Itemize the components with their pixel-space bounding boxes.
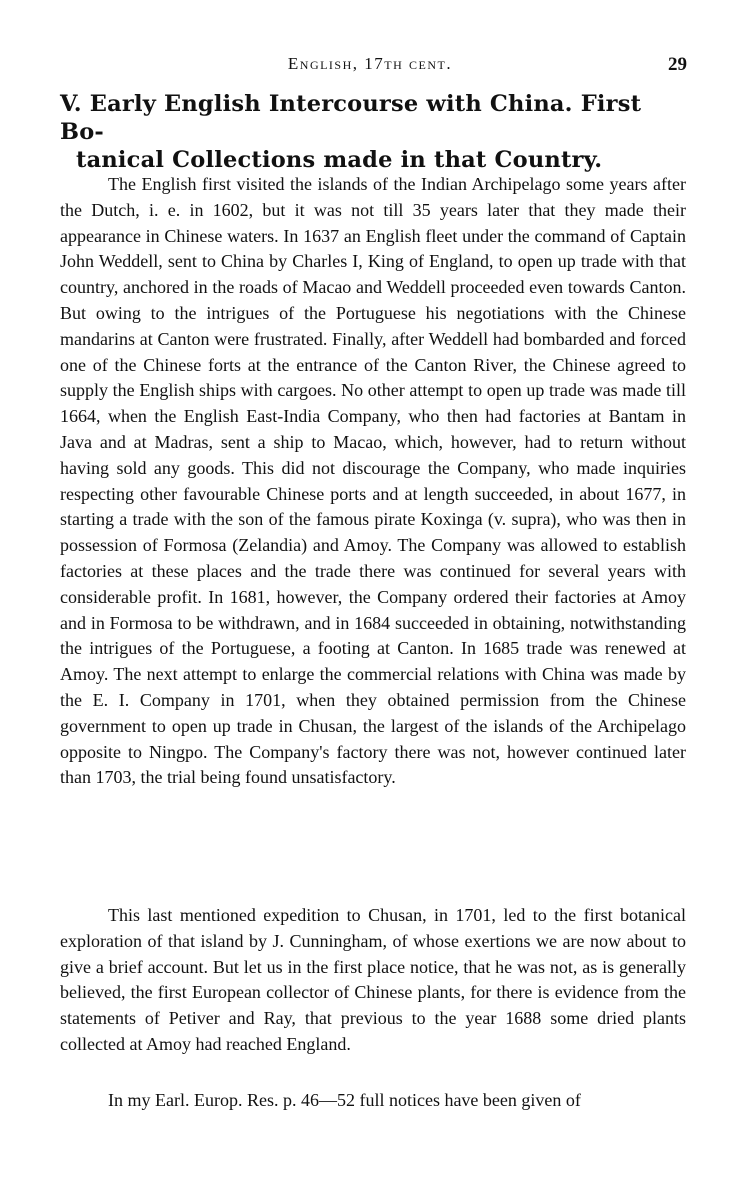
running-title: English, 17th cent. — [287, 54, 453, 73]
page-number: 29 — [668, 54, 687, 75]
section-heading-line-1: V. Early English Intercourse with China. First Bo- — [60, 91, 642, 145]
paragraph-chusan-expedition: This last mentioned expedition to Chusan, in 1701, led to the first botanical exploration of that island by J. Cunningham, of whose exertions we are now about to give a brief account. But let us in the first place notice, that he was not, as is generally believed, the first European collector of Chinese plants, for there is evidence from the statements of Petiver and Ray, that previous to the year 1688 some dried plants collected at Amoy had reached England. — [60, 905, 686, 1054]
section-heading — [60, 90, 690, 174]
section-heading-line-2: tanical Collections made in that Country. — [76, 147, 603, 173]
paragraph-earl-europ-res: In my Earl. Europ. Res. p. 46—52 full notices have been given of — [108, 1090, 581, 1110]
paragraph-weddell-trade-history: The English first visited the islands of the Indian Archipelago some years after the Dutch, i. e. in 1602, but it was not till 35 years later that they made their appearance in Chinese waters. In 1637 an English fleet under the command of Captain John Weddell, sent to China by Charles I, King of England, to open up trade with that country, anchored in the roads of Macao and Weddell proceeded even towards Canton. But owing to the intrigues of the Portuguese his negotiations with the Chinese mandarins at Canton were frustrated. Finally, after Weddell had bombarded and forced one of the Chinese forts at the entrance of the Canton River, the Chinese agreed to supply the English ships with cargoes. No other attempt to open up trade was made till 1664, when the English East-India Company, who then had factories at Bantam in Java and at Madras, sent a ship to Macao, which, however, had to return without having sold any goods. This did not discourage the Company, who made inquiries respecting other favourable Chinese ports and at length succeeded, in about 1677, in starting a trade with the son of the famous pirate Koxinga (v. supra), who was then in possession of Formosa (Zelandia) and Amoy. The Company was allowed to establish factories at these places and the trade there was continued for several years with considerable profit. In 1681, however, the Company ordered their factories at Amoy and in Formosa to be withdrawn, and in 1684 succeeded in obtaining, notwithstanding the intrigues of the Portuguese, a footing at Canton. In 1685 trade was renewed at Amoy. The next attempt to enlarge the commercial relations with China was made by the E. I. Company in 1701, when they obtained permission from the Chinese government to open up trade in Chusan, the largest of the islands of the Archipelago opposite to Ningpo. The Company's factory there was not, however continued later than 1703, the trial being found unsatisfactory. — [60, 174, 686, 788]
running-head — [0, 54, 739, 78]
